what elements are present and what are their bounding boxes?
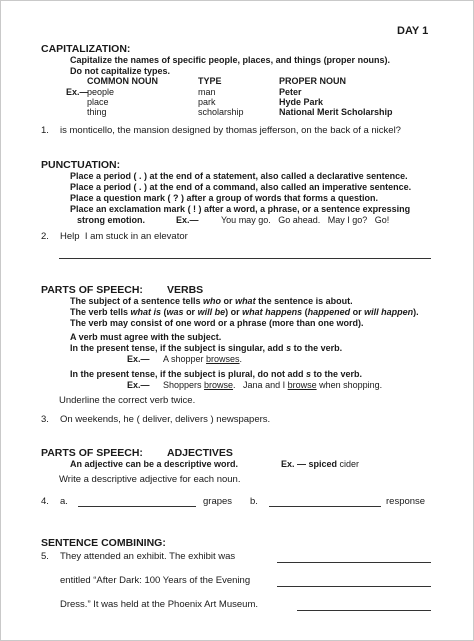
noun-row-common: thing [87, 107, 107, 117]
noun-row-type: park [198, 97, 216, 107]
combining-answer-line[interactable] [277, 586, 431, 587]
verbs-rule: The verb may consist of one word or a phrase (more than one word). [70, 318, 364, 328]
capitalization-intro-1: Capitalize the names of specific people, places, and things (proper nouns). [70, 55, 391, 65]
combining-answer-line[interactable] [277, 562, 431, 563]
punctuation-rule: Place an exclamation mark ( ! ) after a word, a phrase, or a sentence expressing [70, 204, 411, 214]
adjectives-heading: ADJECTIVES [167, 447, 233, 459]
verbs-singular-rule: In the present tense, if the subject is singular, add s to the verb. [70, 343, 343, 353]
question-4-number: 4. [41, 496, 49, 507]
noun-row-proper: Hyde Park [279, 97, 324, 107]
adjectives-example: Ex. — spiced cider [281, 459, 360, 469]
question-2-number: 2. [41, 231, 49, 242]
capitalization-ex-label: Ex.— [66, 87, 89, 97]
answer-line[interactable] [59, 258, 431, 259]
punctuation-heading: PUNCTUATION: [41, 159, 121, 171]
adjectives-instruction: Write a descriptive adjective for each noun. [59, 474, 241, 485]
adjectives-heading-label: PARTS OF SPEECH: [41, 447, 143, 459]
noun-row-proper: National Merit Scholarship [279, 107, 393, 117]
noun-row-type: scholarship [198, 107, 244, 117]
combining-sentence: entitled “After Dark: 100 Years of the Evening [60, 575, 251, 586]
noun-row-common: place [87, 97, 109, 107]
punctuation-rule: Place a period ( . ) at the end of a command, also called an imperative sentence. [70, 182, 412, 192]
question-1-text: is monticello, the mansion designed by thomas jefferson, on the back of a nickel? [60, 125, 401, 136]
verbs-ex2: Shoppers browse. Jana and I browse when shopping. [163, 380, 383, 390]
verbs-rule: The verb tells what is (was or will be) or what happens (happened or will happen). [70, 307, 419, 317]
combining-answer-line[interactable] [297, 610, 431, 611]
punctuation-rule: Place a question mark ( ? ) after a group of words that forms a question. [70, 193, 379, 203]
noun-row-common: people [87, 87, 115, 97]
adjective-blank-a[interactable] [78, 506, 196, 507]
verbs-ex1: A shopper browses. [163, 354, 243, 364]
verbs-instruction: Underline the correct verb twice. [59, 395, 196, 406]
question-4b-noun: response [386, 496, 426, 507]
verbs-ex2-label: Ex.— [127, 380, 150, 390]
punctuation-rule-end: strong emotion. [77, 215, 145, 225]
combining-sentence: They attended an exhibit. The exhibit was [60, 551, 236, 562]
adjective-blank-b[interactable] [269, 506, 381, 507]
adjectives-rule: An adjective can be a descriptive word. [70, 459, 239, 469]
capitalization-heading: CAPITALIZATION: [41, 43, 131, 55]
col-header-common: COMMON NOUN [87, 76, 158, 86]
col-header-type: TYPE [198, 76, 222, 86]
verbs-heading: VERBS [167, 284, 204, 296]
question-2-text: Help I am stuck in an elevator [60, 231, 188, 242]
day-label: DAY 1 [397, 25, 429, 37]
combining-heading: SENTENCE COMBINING: [41, 537, 166, 549]
verbs-ex1-label: Ex.— [127, 354, 150, 364]
question-4b-label: b. [250, 496, 258, 507]
question-5-number: 5. [41, 551, 49, 562]
verbs-agreement: A verb must agree with the subject. [70, 332, 222, 342]
noun-row-proper: Peter [279, 87, 302, 97]
verbs-plural-rule: In the present tense, if the subject is plural, do not add s to the verb. [70, 369, 363, 379]
col-header-proper: PROPER NOUN [279, 76, 347, 86]
question-4a-noun: grapes [203, 496, 233, 507]
verbs-heading-label: PARTS OF SPEECH: [41, 284, 143, 296]
question-1-number: 1. [41, 125, 49, 136]
capitalization-intro-2: Do not capitalize types. [70, 66, 171, 76]
question-3-number: 3. [41, 414, 49, 425]
punctuation-examples: You may go. Go ahead. May I go? Go! [221, 215, 390, 225]
punctuation-rule: Place a period ( . ) at the end of a statement, also called a declarative sentence. [70, 171, 408, 181]
verbs-rule: The subject of a sentence tells who or what the sentence is about. [70, 296, 353, 306]
noun-row-type: man [198, 87, 216, 97]
question-4a-label: a. [60, 496, 68, 507]
punctuation-ex-label: Ex.— [176, 215, 199, 225]
combining-sentence: Dress.” It was held at the Phoenix Art Museum. [60, 599, 259, 610]
question-3-text: On weekends, he ( deliver, delivers ) newspapers. [60, 414, 271, 425]
